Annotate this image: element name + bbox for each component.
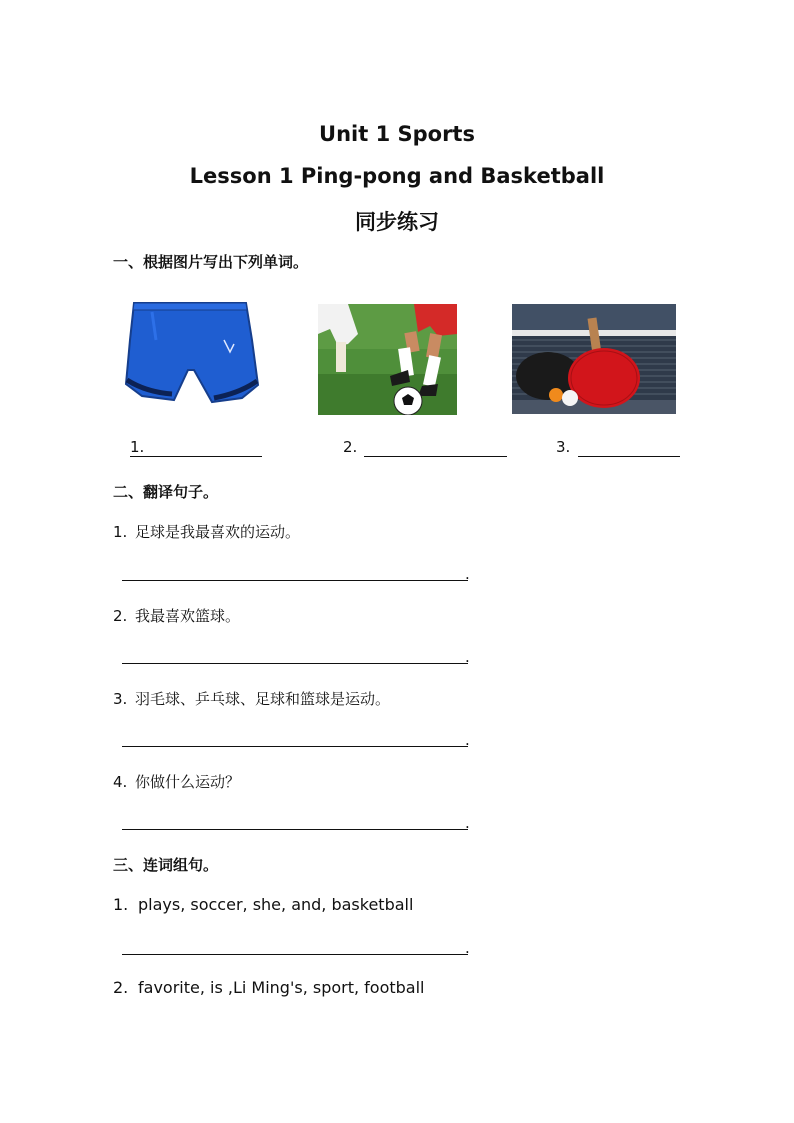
item-number: 3. — [113, 690, 128, 708]
blank-number-2: 2. — [343, 438, 358, 456]
answer-line-3[interactable] — [578, 456, 680, 457]
soccer-image — [318, 304, 457, 415]
item-text: 你做什么运动？ — [135, 773, 241, 791]
unit-title: Unit 1 Sports — [319, 122, 475, 146]
item-text: plays, soccer, she, and, basketball — [138, 895, 414, 914]
translate-answer-line-2[interactable] — [122, 663, 468, 664]
section2-heading: 二、翻译句子。 — [113, 483, 219, 501]
translate-item-3 — [113, 688, 390, 709]
section3-heading: 三、连词组句。 — [113, 856, 219, 874]
translate-item-2 — [113, 605, 240, 626]
item-number: 4. — [113, 773, 128, 791]
item-text: favorite, is ,Li Ming's, sport, football — [138, 978, 425, 997]
translate-item-1 — [113, 521, 300, 542]
pingpong-image — [512, 304, 676, 414]
item-number: 2. — [113, 607, 128, 625]
item-text: 足球是我最喜欢的运动。 — [135, 523, 301, 541]
practice-title: 同步练习 — [355, 210, 439, 234]
translate-answer-line-1[interactable] — [122, 580, 468, 581]
item-text: 我最喜欢篮球。 — [135, 607, 241, 625]
order-item-1 — [113, 895, 413, 914]
item-number: 1. — [113, 895, 129, 914]
end-period: . — [465, 565, 470, 583]
section1-heading: 一、根据图片写出下列单词。 — [113, 253, 309, 271]
lesson-title: Lesson 1 Ping-pong and Basketball — [189, 164, 605, 188]
translate-item-4 — [113, 771, 240, 792]
order-answer-line-1[interactable] — [122, 954, 468, 955]
item-number: 1. — [113, 523, 128, 541]
end-period: . — [465, 814, 470, 832]
translate-answer-line-4[interactable] — [122, 829, 468, 830]
item-text: 羽毛球、乒乓球、足球和篮球是运动。 — [135, 690, 391, 708]
blank-number-1: 1. — [130, 438, 145, 456]
answer-line-2[interactable] — [364, 456, 507, 457]
order-item-2 — [113, 978, 425, 997]
shorts-image — [122, 300, 262, 412]
end-period: . — [465, 731, 470, 749]
blank-number-3: 3. — [556, 438, 571, 456]
translate-answer-line-3[interactable] — [122, 746, 468, 747]
end-period: . — [465, 939, 470, 957]
item-number: 2. — [113, 978, 129, 997]
end-period: . — [465, 648, 470, 666]
answer-line-1[interactable] — [130, 456, 262, 457]
